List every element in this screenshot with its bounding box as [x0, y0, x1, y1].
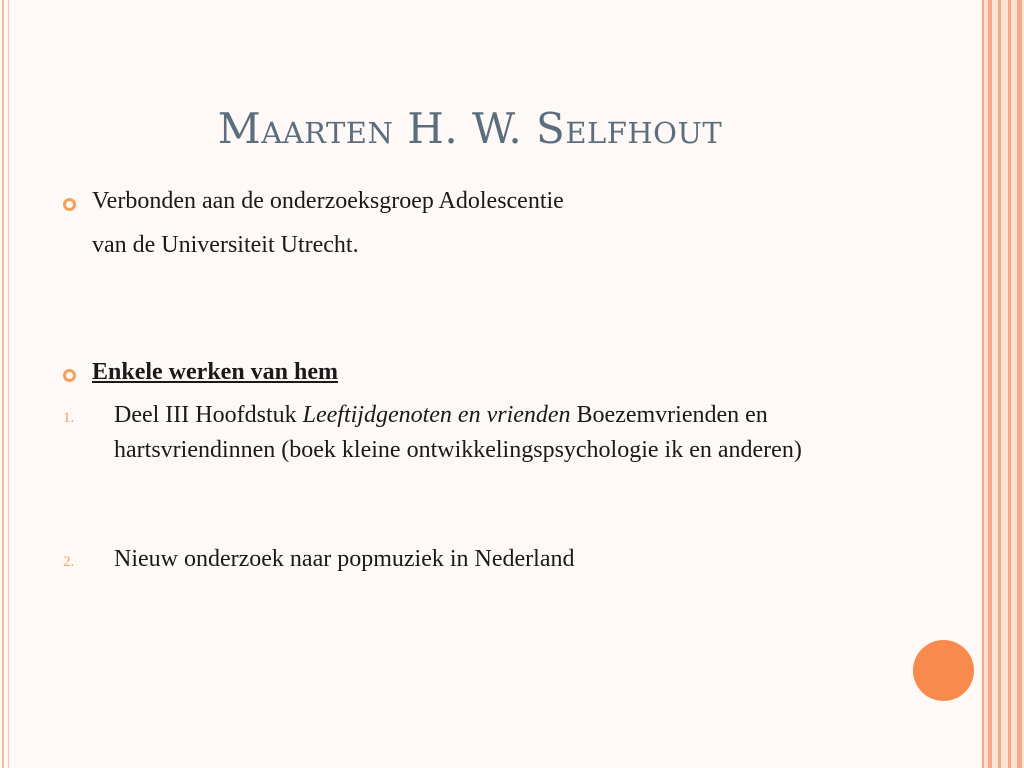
works-heading: Enkele werken van hem: [92, 359, 338, 385]
list-item-1-prefix: Deel III Hoofdstuk: [114, 402, 303, 428]
list-item-2: Nieuw onderzoek naar popmuziek in Nederland: [114, 546, 575, 572]
orange-circle-decoration: [913, 640, 974, 701]
list-item-1-italic: Leeftijdgenoten en vrienden: [302, 402, 571, 428]
bullet-1-line-1: Verbonden aan de onderzoeksgroep Adolescentie: [92, 188, 564, 214]
bullet-1-line-2: van de Universiteit Utrecht.: [92, 232, 359, 258]
right-border-stripe: [982, 0, 984, 768]
list-number: 1.: [63, 410, 75, 426]
list-number: 2.: [63, 554, 75, 570]
ring-bullet-icon: [63, 369, 76, 382]
list-item-1: [114, 398, 814, 468]
right-border-stripe: [998, 0, 1001, 768]
ring-bullet-icon: [63, 198, 76, 211]
slide-title: Maarten H. W. Selfhout: [217, 104, 723, 153]
right-border-stripe: [1017, 0, 1022, 768]
right-border-stripe: [988, 0, 992, 768]
right-border-stripe: [1008, 0, 1011, 768]
list-item-1-rest: Boezemvrienden en hartsvriendinnen (boek kleine ontwikkelingspsychologie ik en anderen): [114, 402, 802, 463]
